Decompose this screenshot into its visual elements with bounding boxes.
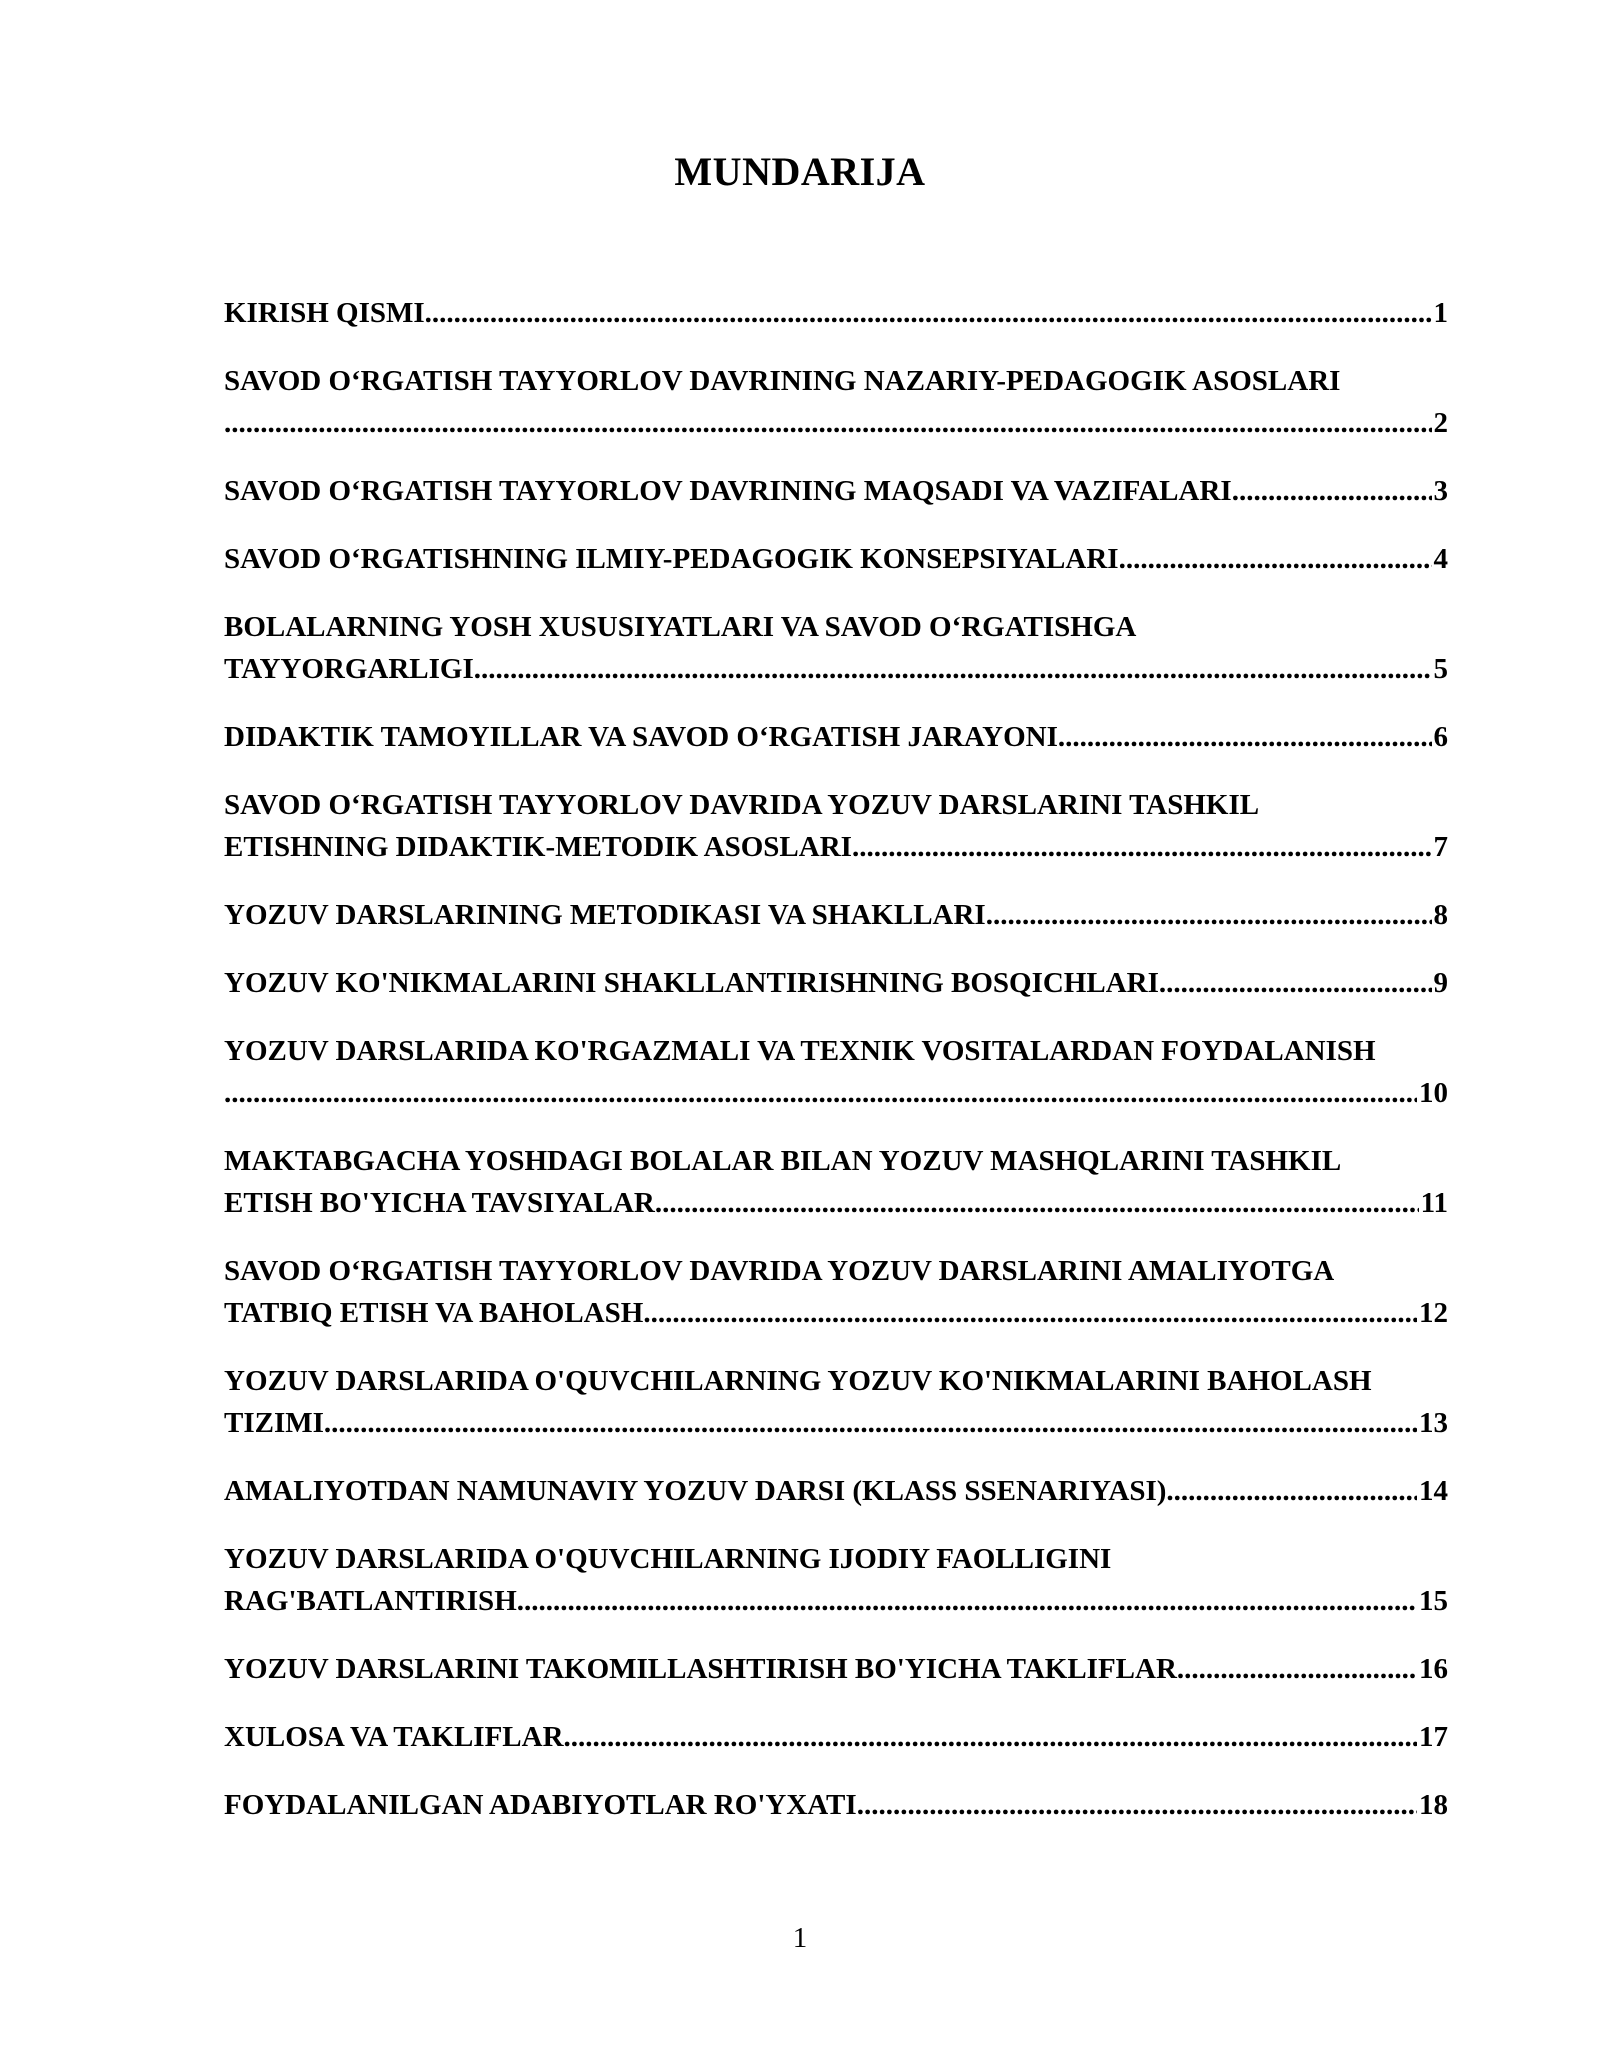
- dot-leader: [1058, 716, 1432, 758]
- toc-entry-line: [224, 292, 1448, 334]
- dot-leader: [655, 1182, 1419, 1224]
- toc-entry-line: [224, 1182, 1448, 1224]
- toc-entry-label: RAG'BATLANTIRISH: [224, 1585, 517, 1617]
- toc-entry-label: TAYYORGARLIGI: [224, 653, 474, 685]
- footer-page-number: 1: [792, 1922, 808, 1954]
- toc-entry-title-line: YOZUV DARSLARIDA O'QUVCHILARNING IJODIY FAOLLIGINI: [224, 1543, 1112, 1575]
- dot-leader: [1177, 1648, 1417, 1690]
- toc-entry-page-number: 17: [1419, 1721, 1448, 1753]
- toc-entry-label: YOZUV KO'NIKMALARINI SHAKLLANTIRISHNING BOSQICHLARI: [224, 967, 1159, 999]
- dot-leader: [852, 826, 1432, 868]
- toc-entry-title-line: SAVOD O‘RGATISH TAYYORLOV DAVRIDA YOZUV DARSLARINI AMALIYOTGA: [224, 1255, 1335, 1287]
- toc-entry[interactable]: [224, 1784, 1448, 1826]
- toc-entry[interactable]: [224, 360, 1448, 444]
- dot-leader: [474, 648, 1432, 690]
- toc-entry-page-number: 4: [1433, 543, 1448, 575]
- toc-entry[interactable]: [224, 1716, 1448, 1758]
- toc-entry-title-line: BOLALARNING YOSH XUSUSIYATLARI VA SAVOD O‘RGATISHGA: [224, 611, 1137, 643]
- toc-entry-label: ETISH BO'YICHA TAVSIYALAR: [224, 1187, 655, 1219]
- toc-entry-label: TIZIMI: [224, 1407, 324, 1439]
- toc-entry-line: [224, 962, 1448, 1004]
- toc-entry-line: [224, 1580, 1448, 1622]
- toc-entry[interactable]: [224, 894, 1448, 936]
- toc-entry-page-number: 2: [1433, 407, 1448, 439]
- toc-entry-page-number: 11: [1420, 1187, 1448, 1219]
- dot-leader: [224, 402, 1432, 444]
- toc-entry-page-number: 9: [1433, 967, 1448, 999]
- toc-entry-label: XULOSA VA TAKLIFLAR: [224, 1721, 564, 1753]
- toc-entry[interactable]: [224, 292, 1448, 334]
- toc-entry-page-number: 7: [1433, 831, 1448, 863]
- toc-entry-page-number: 16: [1419, 1653, 1448, 1685]
- dot-leader: [224, 1072, 1417, 1114]
- toc-entry-label: SAVOD O‘RGATISH TAYYORLOV DAVRINING MAQSADI VA VAZIFALARI: [224, 475, 1232, 507]
- toc-entry-line: [224, 1648, 1448, 1690]
- toc-entry-page-number: 3: [1433, 475, 1448, 507]
- toc-entry[interactable]: [224, 1030, 1448, 1114]
- dot-leader: [1232, 470, 1432, 512]
- dot-leader: [1159, 962, 1432, 1004]
- toc-entry[interactable]: [224, 538, 1448, 580]
- toc-entry-line: [224, 1784, 1448, 1826]
- toc-entry-title-line: YOZUV DARSLARIDA O'QUVCHILARNING YOZUV KO'NIKMALARINI BAHOLASH: [224, 1365, 1372, 1397]
- toc-entry[interactable]: [224, 1648, 1448, 1690]
- toc-entry-page-number: 6: [1433, 721, 1448, 753]
- dot-leader: [1166, 1470, 1417, 1512]
- toc-entry-label: AMALIYOTDAN NAMUNAVIY YOZUV DARSI (KLASS SSENARIYASI): [224, 1475, 1167, 1507]
- toc-entry[interactable]: [224, 1250, 1448, 1334]
- table-of-contents: [224, 292, 1448, 1852]
- toc-entry-line: [224, 716, 1448, 758]
- toc-entry-page-number: 13: [1419, 1407, 1448, 1439]
- toc-entry-page-number: 15: [1419, 1585, 1448, 1617]
- toc-entry-page-number: 10: [1419, 1077, 1448, 1109]
- toc-entry-line: [224, 1402, 1448, 1444]
- toc-entry[interactable]: [224, 470, 1448, 512]
- toc-entry-line: [224, 402, 1448, 444]
- toc-entry-title-line: SAVOD O‘RGATISH TAYYORLOV DAVRINING NAZARIY-PEDAGOGIK ASOSLARI: [224, 365, 1341, 397]
- toc-entry-page-number: 8: [1433, 899, 1448, 931]
- toc-entry-line: [224, 538, 1448, 580]
- toc-entry-page-number: 1: [1433, 297, 1448, 329]
- toc-entry-line: [224, 826, 1448, 868]
- page-title: MUNDARIJA: [674, 149, 926, 194]
- toc-entry-page-number: 18: [1419, 1789, 1448, 1821]
- dot-leader: [986, 894, 1432, 936]
- toc-entry-line: [224, 648, 1448, 690]
- toc-entry-page-number: 12: [1419, 1297, 1448, 1329]
- toc-entry[interactable]: [224, 606, 1448, 690]
- dot-leader: [1119, 538, 1432, 580]
- toc-entry-line: [224, 1072, 1448, 1114]
- toc-entry[interactable]: [224, 716, 1448, 758]
- toc-entry-page-number: 5: [1433, 653, 1448, 685]
- toc-entry-line: [224, 1292, 1448, 1334]
- toc-entry-line: [224, 894, 1448, 936]
- toc-entry-label: DIDAKTIK TAMOYILLAR VA SAVOD O‘RGATISH JARAYONI: [224, 721, 1058, 753]
- toc-entry-label: KIRISH QISMI: [224, 297, 425, 329]
- toc-entry[interactable]: [224, 784, 1448, 868]
- dot-leader: [324, 1402, 1417, 1444]
- toc-entry-label: ETISHNING DIDAKTIK-METODIK ASOSLARI: [224, 831, 852, 863]
- toc-entry-title-line: SAVOD O‘RGATISH TAYYORLOV DAVRIDA YOZUV DARSLARINI TASHKIL: [224, 789, 1260, 821]
- toc-entry-label: YOZUV DARSLARINING METODIKASI VA SHAKLLARI: [224, 899, 986, 931]
- toc-entry-label: TATBIQ ETISH VA BAHOLASH: [224, 1297, 644, 1329]
- toc-entry-label: FOYDALANILGAN ADABIYOTLAR RO'YXATI: [224, 1789, 857, 1821]
- toc-entry-line: [224, 1716, 1448, 1758]
- toc-entry[interactable]: [224, 1470, 1448, 1512]
- dot-leader: [564, 1716, 1417, 1758]
- dot-leader: [857, 1784, 1417, 1826]
- dot-leader: [425, 292, 1432, 334]
- toc-entry-title-line: MAKTABGACHA YOSHDAGI BOLALAR BILAN YOZUV MASHQLARINI TASHKIL: [224, 1145, 1342, 1177]
- toc-entry-line: [224, 1470, 1448, 1512]
- toc-entry-page-number: 14: [1419, 1475, 1448, 1507]
- dot-leader: [643, 1292, 1417, 1334]
- toc-entry[interactable]: [224, 962, 1448, 1004]
- toc-entry[interactable]: [224, 1360, 1448, 1444]
- toc-entry-label: SAVOD O‘RGATISHNING ILMIY-PEDAGOGIK KONSEPSIYALARI: [224, 543, 1119, 575]
- toc-entry[interactable]: [224, 1538, 1448, 1622]
- toc-entry[interactable]: [224, 1140, 1448, 1224]
- dot-leader: [517, 1580, 1417, 1622]
- toc-entry-line: [224, 470, 1448, 512]
- toc-entry-label: YOZUV DARSLARINI TAKOMILLASHTIRISH BO'YICHA TAKLIFLAR: [224, 1653, 1177, 1685]
- toc-entry-title-line: YOZUV DARSLARIDA KO'RGAZMALI VA TEXNIK VOSITALARDAN FOYDALANISH: [224, 1035, 1376, 1067]
